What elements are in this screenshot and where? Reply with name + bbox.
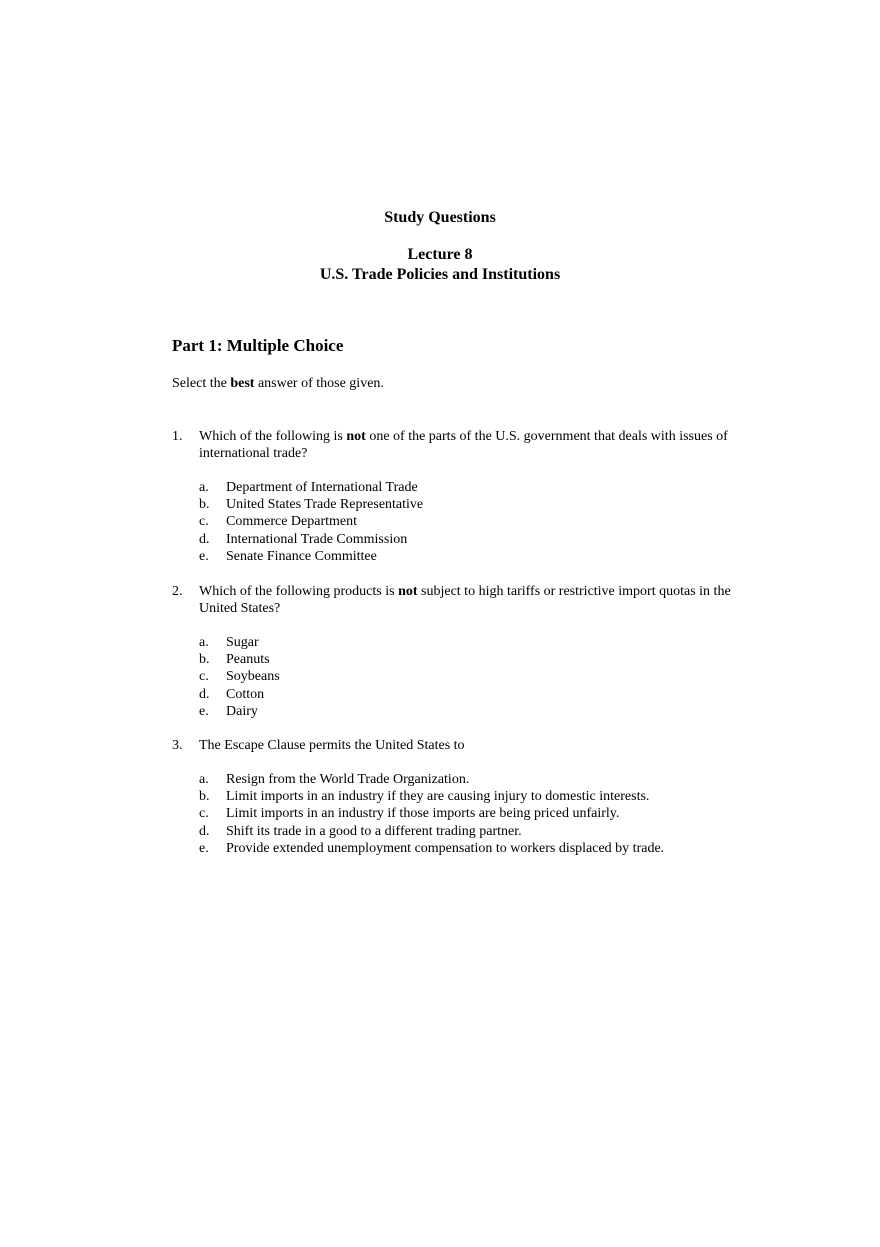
instructions-emphasis: best: [230, 376, 255, 391]
document-title: Study Questions: [384, 209, 496, 226]
question-text-end: subject to high tariffs or restrictive import quotas in the United States?: [199, 584, 731, 616]
question-stem: [172, 737, 732, 754]
answer-options: [172, 479, 732, 565]
option-text: United States Trade Representative: [226, 497, 424, 513]
question-stem: [172, 583, 732, 617]
question-text: Which of the following is: [199, 429, 347, 444]
option-text: Provide extended unemployment compensation to workers displaced by trade.: [226, 840, 665, 856]
option-letter: d.: [199, 823, 210, 839]
question-text: Which of the following products is: [199, 584, 399, 599]
option-letter: c.: [199, 514, 209, 530]
option-text: Department of International Trade: [226, 480, 418, 495]
option-text: Soybeans: [226, 669, 280, 685]
answer-option-d: [199, 823, 732, 840]
question-emphasis: not: [346, 429, 366, 444]
option-text: Peanuts: [226, 652, 270, 668]
question-stem: [172, 428, 732, 462]
option-letter: a.: [199, 635, 209, 650]
lecture-subtitle: U.S. Trade Policies and Institutions: [319, 266, 561, 283]
option-letter: a.: [199, 772, 209, 787]
option-letter: b.: [199, 652, 210, 668]
option-letter: d.: [199, 686, 210, 702]
answer-option-e: [199, 703, 732, 720]
answer-option-b: [199, 788, 732, 805]
option-text: Senate Finance Committee: [226, 548, 377, 564]
option-text: Cotton: [226, 686, 265, 702]
answer-option-c: [199, 668, 732, 685]
question-2: [172, 583, 732, 720]
option-text: Sugar: [226, 635, 259, 650]
answer-option-e: [199, 548, 732, 565]
question-3: [172, 737, 732, 857]
answer-option-b: [199, 651, 732, 668]
option-text: Commerce Department: [226, 514, 358, 530]
question-text-end: one of the parts of the U.S. government that deals with issues of international trade?: [199, 429, 728, 461]
question-number: 3.: [172, 738, 183, 753]
instructions-text-end: answer of those given.: [254, 376, 384, 391]
option-text: Shift its trade in a good to a different trading partner.: [226, 823, 522, 839]
option-letter: a.: [199, 480, 209, 495]
part-heading: Part 1: Multiple Choice: [172, 336, 344, 355]
answer-option-c: [199, 805, 732, 822]
option-letter: c.: [199, 669, 209, 685]
option-letter: d.: [199, 531, 210, 547]
option-letter: c.: [199, 806, 209, 822]
question-number: 2.: [172, 584, 183, 599]
answer-option-b: [199, 496, 732, 513]
answer-option-d: [199, 686, 732, 703]
option-letter: b.: [199, 497, 210, 513]
option-letter: b.: [199, 789, 210, 805]
option-text: Dairy: [226, 703, 258, 719]
option-text: Resign from the World Trade Organization.: [226, 772, 470, 787]
answer-option-e: [199, 840, 732, 857]
option-text: Limit imports in an industry if those imports are being priced unfairly.: [226, 806, 620, 822]
instructions-text: Select the: [172, 376, 231, 391]
answer-option-a: [199, 634, 732, 651]
question-number: 1.: [172, 429, 183, 444]
instructions: [172, 375, 384, 393]
answer-option-a: [199, 771, 732, 788]
option-text: Limit imports in an industry if they are causing injury to domestic interests.: [226, 789, 650, 805]
lecture-number: Lecture 8: [407, 246, 473, 263]
option-text: International Trade Commission: [226, 531, 408, 547]
question-1: [172, 428, 732, 565]
option-letter: e.: [199, 548, 209, 564]
answer-option-a: [199, 479, 732, 496]
option-letter: e.: [199, 840, 209, 856]
answer-options: [172, 771, 732, 857]
question-text: The Escape Clause permits the United States to: [199, 738, 465, 753]
answer-option-d: [199, 531, 732, 548]
answer-options: [172, 634, 732, 720]
question-emphasis: not: [398, 584, 418, 599]
answer-option-c: [199, 513, 732, 530]
option-letter: e.: [199, 703, 209, 719]
